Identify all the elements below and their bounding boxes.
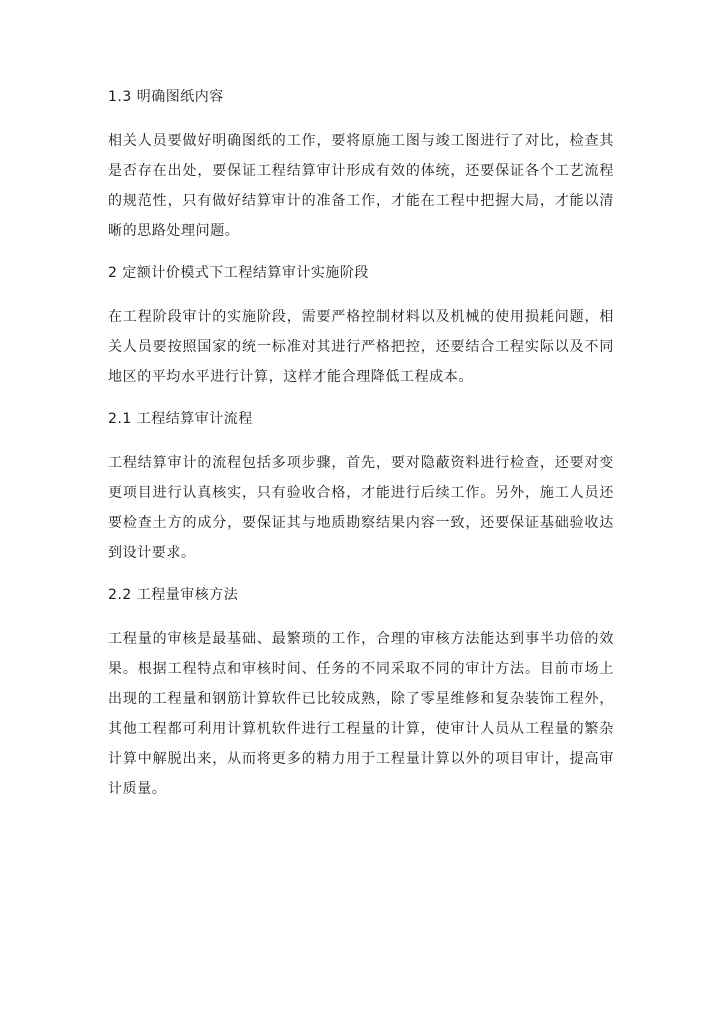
- section-heading-1-3: 1.3 明确图纸内容: [108, 89, 224, 105]
- section-paragraph-1-3: 相关人员要做好明确图纸的工作，要将原施工图与竣工图进行了对比，检查其是否存在出处，要保证工程结算审计形成有效的体统，还要保证各个工艺流程的规范性，只有做好结算审计的准备工作，才能在工程中把握大局，才能以清晰的思路处理问题。: [108, 133, 614, 239]
- section-paragraph-2-2: 工程量的审核是最基础、最繁琐的工作，合理的审核方法能达到事半功倍的效果。根据工程特点和审核时间、任务的不同采取不同的审计方法。目前市场上出现的工程量和钢筋计算软件已比较成熟，除了零星维修和复杂装饰工程外，其他工程都可利用计算机软件进行工程量的计算，使审计人员从工程量的繁杂计算中解脱出来，从而将更多的精力用于工程量计算以外的项目审计，提高审计质量。: [108, 631, 614, 797]
- document-page: [108, 84, 614, 804]
- section-paragraph-2: 在工程阶段审计的实施阶段，需要严格控制材料以及机械的使用损耗问题，相关人员要按照国家的统一标准对其进行严格把控，还要结合工程实际以及不同地区的平均水平进行计算，这样才能合理降低工程成本。: [108, 309, 614, 385]
- section-paragraph-2-1: 工程结算审计的流程包括多项步骤，首先，要对隐蔽资料进行检查，还要对变更项目进行认真核实，只有验收合格，才能进行后续工作。另外，施工人员还要检查土方的成分，要保证其与地质勘察结果内容一致，还要保证基础验收达到设计要求。: [108, 455, 614, 561]
- section-heading-2-2: 2.2 工程量审核方法: [108, 587, 239, 603]
- section-heading-2: 2 定额计价模式下工程结算审计实施阶段: [108, 265, 369, 281]
- section-heading-2-1: 2.1 工程结算审计流程: [108, 411, 253, 427]
